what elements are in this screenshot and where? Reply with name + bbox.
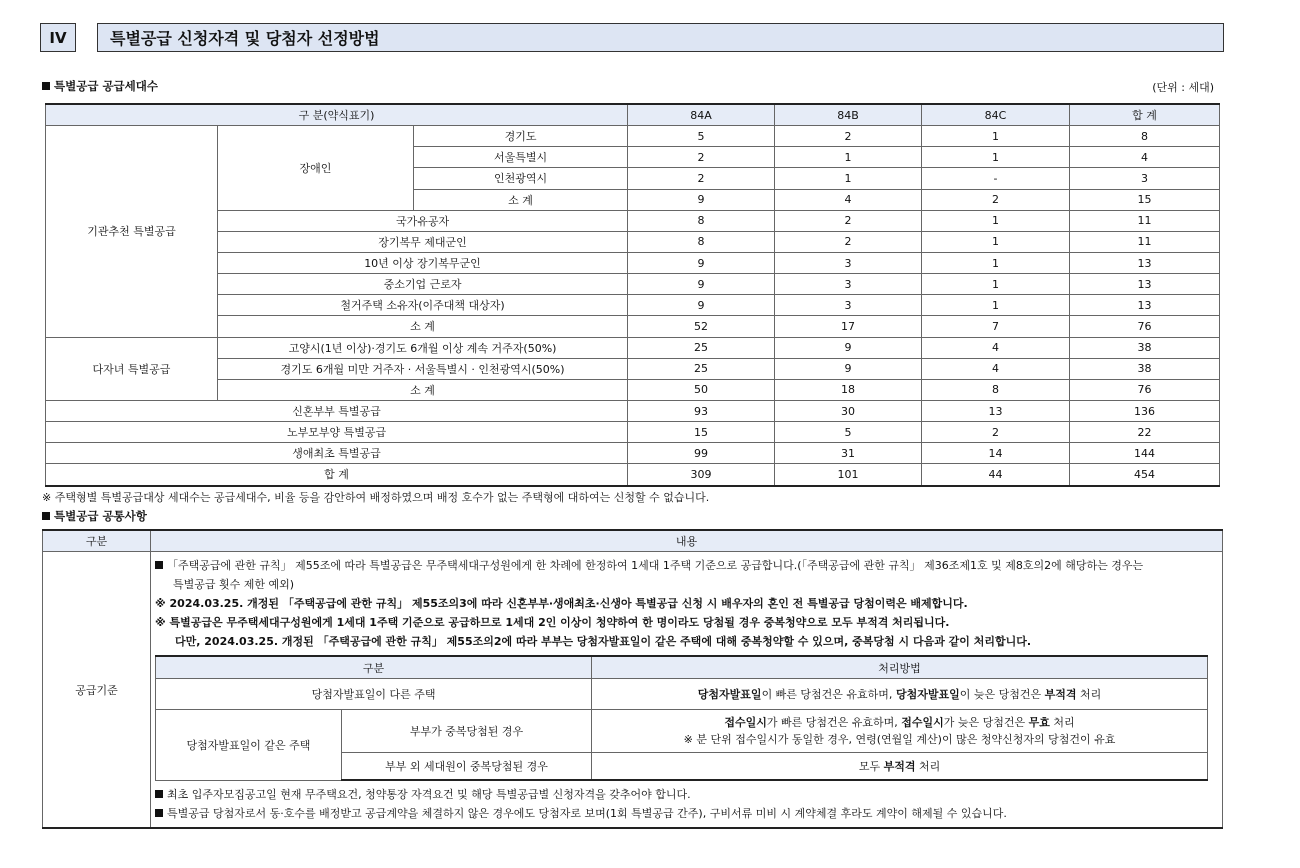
cell: 3 (775, 274, 922, 295)
cell: 3 (1070, 168, 1220, 189)
cell: 30 (775, 400, 922, 421)
cell: 7 (922, 316, 1070, 337)
rule-line: 최초 입주자모집공고일 현재 무주택요건, 청약통장 자격요건 및 해당 특별공급별 신청자격을 갖추어야 합니다. (155, 785, 1216, 804)
row-label: 10년 이상 장기복무군인 (218, 252, 628, 273)
row-sublabel: 부부 외 세대원이 중복당첨된 경우 (342, 753, 592, 781)
cell: 1 (922, 231, 1070, 252)
supply-criteria-content (151, 552, 1223, 829)
cell: 76 (1070, 316, 1220, 337)
table-row (46, 358, 1220, 379)
supply-table (45, 103, 1220, 487)
row-rule: 모두 부적격 처리 (592, 753, 1208, 781)
square-bullet-icon (155, 790, 163, 798)
header-category: 구분 (43, 530, 151, 552)
supply-heading: 특별공급 공급세대수 (42, 78, 158, 94)
group-institution: 기관추천 특별공급 (46, 126, 218, 337)
cell: 15 (1070, 189, 1220, 210)
unit-label: (단위 : 세대) (1152, 81, 1214, 94)
common-table (42, 529, 1223, 829)
row-label: 고양시(1년 이상)·경기도 6개월 이상 계속 거주자(50%) (218, 337, 628, 358)
cell: 9 (628, 295, 775, 316)
rule-line: 특별공급 횟수 제한 예외) (173, 578, 295, 591)
row-label: 국가유공자 (218, 210, 628, 231)
cell: 8 (1070, 126, 1220, 147)
cell: 2 (628, 168, 775, 189)
cell: 38 (1070, 337, 1220, 358)
cell: 8 (628, 210, 775, 231)
cell: 3 (775, 295, 922, 316)
header-84a: 84A (628, 104, 775, 126)
table-row (46, 379, 1220, 400)
square-bullet-icon (155, 561, 163, 569)
square-bullet-icon (42, 512, 50, 520)
duplicate-rule-table (155, 655, 1208, 781)
table-row (46, 210, 1220, 231)
row-label: 소 계 (218, 379, 628, 400)
cell: 50 (628, 379, 775, 400)
header-84c: 84C (922, 104, 1070, 126)
table-row (46, 231, 1220, 252)
cell: 14 (922, 443, 1070, 464)
table-row-total (46, 464, 1220, 486)
cell: 5 (628, 126, 775, 147)
common-heading: 특별공급 공통사항 (42, 508, 147, 524)
cell: 1 (922, 210, 1070, 231)
cell: 93 (628, 400, 775, 421)
row-label: 철거주택 소유자(이주대책 대상자) (218, 295, 628, 316)
table-header-row (43, 530, 1223, 552)
header-category: 구 분(약식표기) (46, 104, 628, 126)
section-title: 특별공급 신청자격 및 당첨자 선정방법 (97, 23, 1224, 52)
cell: 44 (922, 464, 1070, 486)
row-label: 중소기업 근로자 (218, 274, 628, 295)
cell: 13 (1070, 252, 1220, 273)
table-row (46, 337, 1220, 358)
table-header-row (156, 656, 1208, 679)
cell: 5 (775, 422, 922, 443)
cell: 1 (775, 147, 922, 168)
cell: 2 (922, 422, 1070, 443)
supply-note: ※ 주택형별 특별공급대상 세대수는 공급세대수, 비율 등을 감안하여 배정하였으며 배정 호수가 없는 주택형에 대하여는 신청할 수 없습니다. (42, 491, 710, 504)
cell: 76 (1070, 379, 1220, 400)
cell: 9 (628, 252, 775, 273)
cell: 2 (628, 147, 775, 168)
rule-line: ※ 특별공급은 무주택세대구성원에게 1세대 1주택 기준으로 공급하므로 1세대 2인 이상이 청약하여 한 명이라도 당첨될 경우 중복청약으로 모두 부적격 처리됩니다. (155, 616, 950, 629)
row-label: 신혼부부 특별공급 (46, 400, 628, 421)
group-multichild: 다자녀 특별공급 (46, 337, 218, 400)
square-bullet-icon (155, 809, 163, 817)
cell: 9 (775, 337, 922, 358)
cell: 38 (1070, 358, 1220, 379)
cell: 13 (1070, 274, 1220, 295)
cell: 8 (628, 231, 775, 252)
table-row (156, 679, 1208, 710)
cell: 25 (628, 337, 775, 358)
table-row (46, 443, 1220, 464)
square-bullet-icon (42, 82, 50, 90)
rule-line: 다만, 2024.03.25. 개정된 「주택공급에 관한 규칙」 제55조의2에 따라 부부는 당첨자발표일이 같은 주택에 대해 중복청약할 수 있으며, 중복당첨 시 다음과 같이 처리합니다. (175, 635, 1032, 648)
cell: 8 (922, 379, 1070, 400)
cell: 52 (628, 316, 775, 337)
rule-line: 「주택공급에 관한 규칙」 제55조에 따라 특별공급은 무주택세대구성원에게 한 차례에 한정하여 1세대 1주택 기준으로 공급합니다.(「주택공급에 관한 규칙」 제36조제1호 및 제8호의2에 해당하는 경우는 (155, 556, 1216, 575)
cell: 13 (922, 400, 1070, 421)
cell: 1 (922, 295, 1070, 316)
row-label: 당첨자발표일이 다른 주택 (156, 679, 592, 710)
header-total: 합 계 (1070, 104, 1220, 126)
row-label: 서울특별시 (414, 147, 628, 168)
cell: 11 (1070, 231, 1220, 252)
cell: 3 (775, 252, 922, 273)
table-row (43, 552, 1223, 829)
header-content: 내용 (151, 530, 1223, 552)
cell: 4 (922, 358, 1070, 379)
cell: 31 (775, 443, 922, 464)
cell: 101 (775, 464, 922, 486)
row-label: 장기복무 제대군인 (218, 231, 628, 252)
cell: 4 (775, 189, 922, 210)
cell: 17 (775, 316, 922, 337)
cell: 136 (1070, 400, 1220, 421)
row-label: 당첨자발표일이 같은 주택 (156, 710, 342, 781)
cell: 25 (628, 358, 775, 379)
cell: 309 (628, 464, 775, 486)
cell: 144 (1070, 443, 1220, 464)
group-disabled: 장애인 (218, 126, 414, 211)
table-row (46, 126, 1220, 147)
cell: 1 (775, 168, 922, 189)
table-row (46, 252, 1220, 273)
row-label: 노부모부양 특별공급 (46, 422, 628, 443)
rule-line: 특별공급 당첨자로서 동·호수를 배정받고 공급계약을 체결하지 않은 경우에도 당첨자로 보며(1회 특별공급 간주), 구비서류 미비 시 계약체결 후라도 계약이 해제될 수 있습니다. (155, 804, 1216, 823)
rule-line: ※ 2024.03.25. 개정된 「주택공급에 관한 규칙」 제55조의3에 따라 신혼부부·생애최초·신생아 특별공급 신청 시 배우자의 혼인 전 특별공급 당첨이력은 배제합니다. (155, 597, 968, 610)
cell: 1 (922, 126, 1070, 147)
row-rule: 당첨자발표일이 빠른 당첨건은 유효하며, 당첨자발표일이 늦은 당첨건은 부적격 처리 (592, 679, 1208, 710)
cell: 2 (775, 231, 922, 252)
cell: 11 (1070, 210, 1220, 231)
row-sublabel: 부부가 중복당첨된 경우 (342, 710, 592, 753)
row-label: 소 계 (414, 189, 628, 210)
header-method: 처리방법 (592, 656, 1208, 679)
header-84b: 84B (775, 104, 922, 126)
cell: 13 (1070, 295, 1220, 316)
cell: 2 (775, 210, 922, 231)
cell: 4 (922, 337, 1070, 358)
cell: 2 (922, 189, 1070, 210)
row-label: 경기도 (414, 126, 628, 147)
table-row (46, 295, 1220, 316)
cell: 9 (628, 274, 775, 295)
table-row (46, 274, 1220, 295)
cell: 1 (922, 274, 1070, 295)
section-number: IV (40, 23, 76, 52)
cell: - (922, 168, 1070, 189)
row-label: 소 계 (218, 316, 628, 337)
cell: 9 (775, 358, 922, 379)
row-rule: 접수일시가 빠른 당첨건은 유효하며, 접수일시가 늦은 당첨건은 무효 처리 ※ 분 단위 접수일시가 동일한 경우, 연령(연월일 계산)이 많은 청약신청자의 당첨건이 유효 (592, 710, 1208, 753)
cell: 99 (628, 443, 775, 464)
cell: 454 (1070, 464, 1220, 486)
supply-criteria-label: 공급기준 (43, 552, 151, 829)
cell: 1 (922, 147, 1070, 168)
header-category: 구분 (156, 656, 592, 679)
cell: 18 (775, 379, 922, 400)
row-label: 인천광역시 (414, 168, 628, 189)
cell: 1 (922, 252, 1070, 273)
cell: 2 (775, 126, 922, 147)
table-header-row (46, 104, 1220, 126)
table-row (156, 710, 1208, 753)
cell: 4 (1070, 147, 1220, 168)
cell: 22 (1070, 422, 1220, 443)
table-row (46, 400, 1220, 421)
table-row (46, 422, 1220, 443)
row-label: 생애최초 특별공급 (46, 443, 628, 464)
row-label: 합 계 (46, 464, 628, 486)
cell: 15 (628, 422, 775, 443)
row-label: 경기도 6개월 미만 거주자 · 서울특별시 · 인천광역시(50%) (218, 358, 628, 379)
table-row (46, 316, 1220, 337)
cell: 9 (628, 189, 775, 210)
